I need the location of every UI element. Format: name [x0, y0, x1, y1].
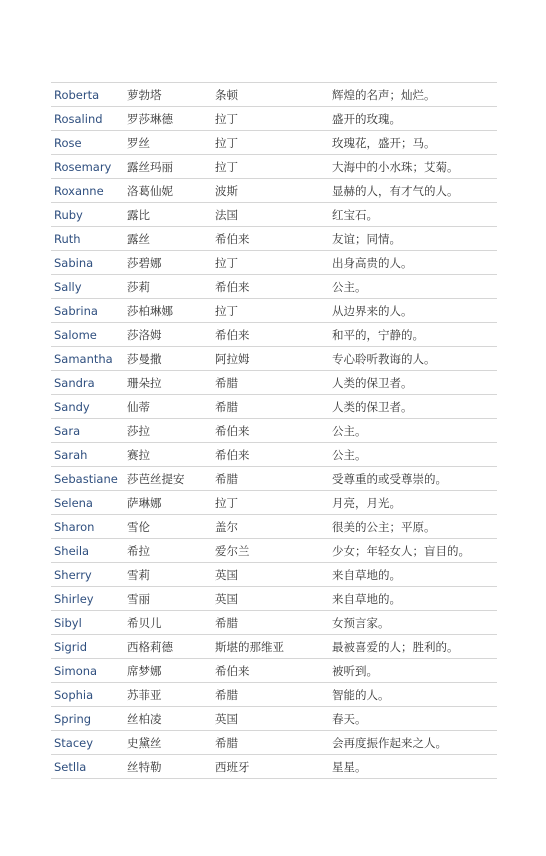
chinese-name: 罗莎琳德	[127, 111, 173, 126]
origin: 法国	[215, 207, 238, 222]
meaning: 盛开的玫瑰。	[332, 111, 401, 126]
meaning: 玫瑰花，盛开；马。	[332, 135, 436, 150]
chinese-name: 希拉	[127, 543, 150, 558]
origin: 拉丁	[215, 111, 238, 126]
meaning: 会再度振作起来之人。	[332, 735, 447, 750]
english-name: Sigrid	[54, 639, 88, 654]
chinese-name: 雪丽	[127, 591, 150, 606]
table-row	[51, 107, 497, 131]
meaning: 专心聆听教诲的人。	[332, 351, 436, 366]
origin: 拉丁	[215, 255, 238, 270]
origin: 希伯来	[215, 663, 250, 678]
chinese-name: 苏菲亚	[127, 687, 162, 702]
origin: 希伯来	[215, 279, 250, 294]
table-row	[51, 395, 497, 419]
english-name: Rosemary	[54, 159, 112, 174]
meaning: 从边界来的人。	[332, 303, 413, 318]
names-table	[51, 82, 497, 779]
chinese-name: 莎碧娜	[127, 255, 162, 270]
origin: 希腊	[215, 687, 238, 702]
origin: 波斯	[215, 183, 238, 198]
meaning: 人类的保卫者。	[332, 399, 413, 414]
chinese-name: 莎拉	[127, 423, 150, 438]
meaning: 来自草地的。	[332, 567, 401, 582]
meaning: 被听到。	[332, 663, 378, 678]
origin: 希腊	[215, 735, 238, 750]
english-name: Sibyl	[54, 615, 82, 630]
table-row	[51, 467, 497, 491]
table-row	[51, 587, 497, 611]
table-row	[51, 443, 497, 467]
chinese-name: 萝勃塔	[127, 87, 162, 102]
origin: 希伯来	[215, 423, 250, 438]
origin: 希腊	[215, 399, 238, 414]
chinese-name: 丝特勒	[127, 759, 162, 774]
meaning: 友谊；同情。	[332, 231, 401, 246]
table-row	[51, 371, 497, 395]
chinese-name: 希贝儿	[127, 615, 162, 630]
meaning: 出身高贵的人。	[332, 255, 413, 270]
origin: 盖尔	[215, 519, 238, 534]
meaning: 星星。	[332, 759, 367, 774]
meaning: 公主。	[332, 423, 367, 438]
chinese-name: 赛拉	[127, 447, 150, 462]
table-row	[51, 659, 497, 683]
english-name: Sophia	[54, 687, 94, 702]
meaning: 显赫的人，有才气的人。	[332, 183, 459, 198]
english-name: Salome	[54, 327, 97, 342]
english-name: Rosalind	[54, 111, 103, 126]
origin: 拉丁	[215, 135, 238, 150]
english-name: Sandy	[54, 399, 90, 414]
english-name: Simona	[54, 663, 98, 678]
english-name: Sabrina	[54, 303, 98, 318]
origin: 希伯来	[215, 327, 250, 342]
chinese-name: 丝柏凌	[127, 711, 162, 726]
origin: 阿拉姆	[215, 351, 250, 366]
origin: 希伯来	[215, 447, 250, 462]
meaning: 大海中的小水珠；艾菊。	[332, 159, 459, 174]
meaning: 人类的保卫者。	[332, 375, 413, 390]
table-row	[51, 611, 497, 635]
meaning: 少女；年轻女人；盲目的。	[332, 543, 470, 558]
table-row	[51, 419, 497, 443]
table-row	[51, 323, 497, 347]
chinese-name: 罗丝	[127, 135, 150, 150]
meaning: 智能的人。	[332, 687, 390, 702]
table-row	[51, 155, 497, 179]
chinese-name: 雪莉	[127, 567, 150, 582]
english-name: Samantha	[54, 351, 113, 366]
english-name: Sharon	[54, 519, 95, 534]
origin: 希腊	[215, 375, 238, 390]
table-row	[51, 203, 497, 227]
chinese-name: 露丝玛丽	[127, 159, 173, 174]
meaning: 和平的，宁静的。	[332, 327, 424, 342]
table-row	[51, 179, 497, 203]
chinese-name: 露比	[127, 207, 150, 222]
chinese-name: 萨琳娜	[127, 495, 162, 510]
table-row	[51, 491, 497, 515]
chinese-name: 仙蒂	[127, 399, 150, 414]
table-row	[51, 83, 497, 107]
chinese-name: 莎芭丝提安	[127, 471, 185, 486]
table-row	[51, 731, 497, 755]
english-name: Ruby	[54, 207, 83, 222]
english-name: Sabina	[54, 255, 94, 270]
origin: 拉丁	[215, 303, 238, 318]
meaning: 来自草地的。	[332, 591, 401, 606]
meaning: 女预言家。	[332, 615, 390, 630]
meaning: 月亮，月光。	[332, 495, 401, 510]
meaning: 最被喜爱的人；胜利的。	[332, 639, 459, 654]
meaning: 公主。	[332, 279, 367, 294]
english-name: Sandra	[54, 375, 95, 390]
chinese-name: 史黛丝	[127, 735, 162, 750]
meaning: 很美的公主；平原。	[332, 519, 436, 534]
origin: 爱尔兰	[215, 543, 250, 558]
english-name: Shirley	[54, 591, 94, 606]
table-row	[51, 227, 497, 251]
english-name: Selena	[54, 495, 93, 510]
table-row	[51, 251, 497, 275]
english-name: Sherry	[54, 567, 92, 582]
table-row	[51, 563, 497, 587]
english-name: Sara	[54, 423, 81, 438]
meaning: 春天。	[332, 711, 367, 726]
origin: 英国	[215, 567, 238, 582]
english-name: Stacey	[54, 735, 94, 750]
origin: 希腊	[215, 615, 238, 630]
english-name: Sarah	[54, 447, 88, 462]
table-row	[51, 275, 497, 299]
english-name: Sally	[54, 279, 82, 294]
table-row	[51, 347, 497, 371]
table-row	[51, 299, 497, 323]
english-name: Rose	[54, 135, 82, 150]
chinese-name: 莎洛姆	[127, 327, 162, 342]
english-name: Roxanne	[54, 183, 104, 198]
origin: 斯堪的那维亚	[215, 639, 284, 654]
chinese-name: 露丝	[127, 231, 150, 246]
origin: 英国	[215, 591, 238, 606]
meaning: 辉煌的名声；灿烂。	[332, 87, 436, 102]
origin: 西班牙	[215, 759, 250, 774]
chinese-name: 莎莉	[127, 279, 150, 294]
chinese-name: 席梦娜	[127, 663, 162, 678]
meaning: 受尊重的或受尊崇的。	[332, 471, 447, 486]
table-row	[51, 707, 497, 731]
chinese-name: 莎曼撒	[127, 351, 162, 366]
table-row	[51, 515, 497, 539]
chinese-name: 西格莉德	[127, 639, 173, 654]
origin: 希伯来	[215, 231, 250, 246]
table-row	[51, 683, 497, 707]
origin: 条顿	[215, 87, 238, 102]
chinese-name: 雪伦	[127, 519, 150, 534]
table-row	[51, 539, 497, 563]
table-row	[51, 635, 497, 659]
origin: 拉丁	[215, 495, 238, 510]
english-name: Setlla	[54, 759, 87, 774]
origin: 希腊	[215, 471, 238, 486]
meaning: 红宝石。	[332, 207, 378, 222]
origin: 拉丁	[215, 159, 238, 174]
table-row	[51, 755, 497, 779]
meaning: 公主。	[332, 447, 367, 462]
english-name: Spring	[54, 711, 92, 726]
english-name: Sheila	[54, 543, 90, 558]
chinese-name: 洛葛仙妮	[127, 183, 173, 198]
chinese-name: 珊朵拉	[127, 375, 162, 390]
chinese-name: 莎柏琳娜	[127, 303, 173, 318]
english-name: Roberta	[54, 87, 100, 102]
english-name: Sebastiane	[54, 471, 118, 486]
english-name: Ruth	[54, 231, 81, 246]
origin: 英国	[215, 711, 238, 726]
table-row	[51, 131, 497, 155]
